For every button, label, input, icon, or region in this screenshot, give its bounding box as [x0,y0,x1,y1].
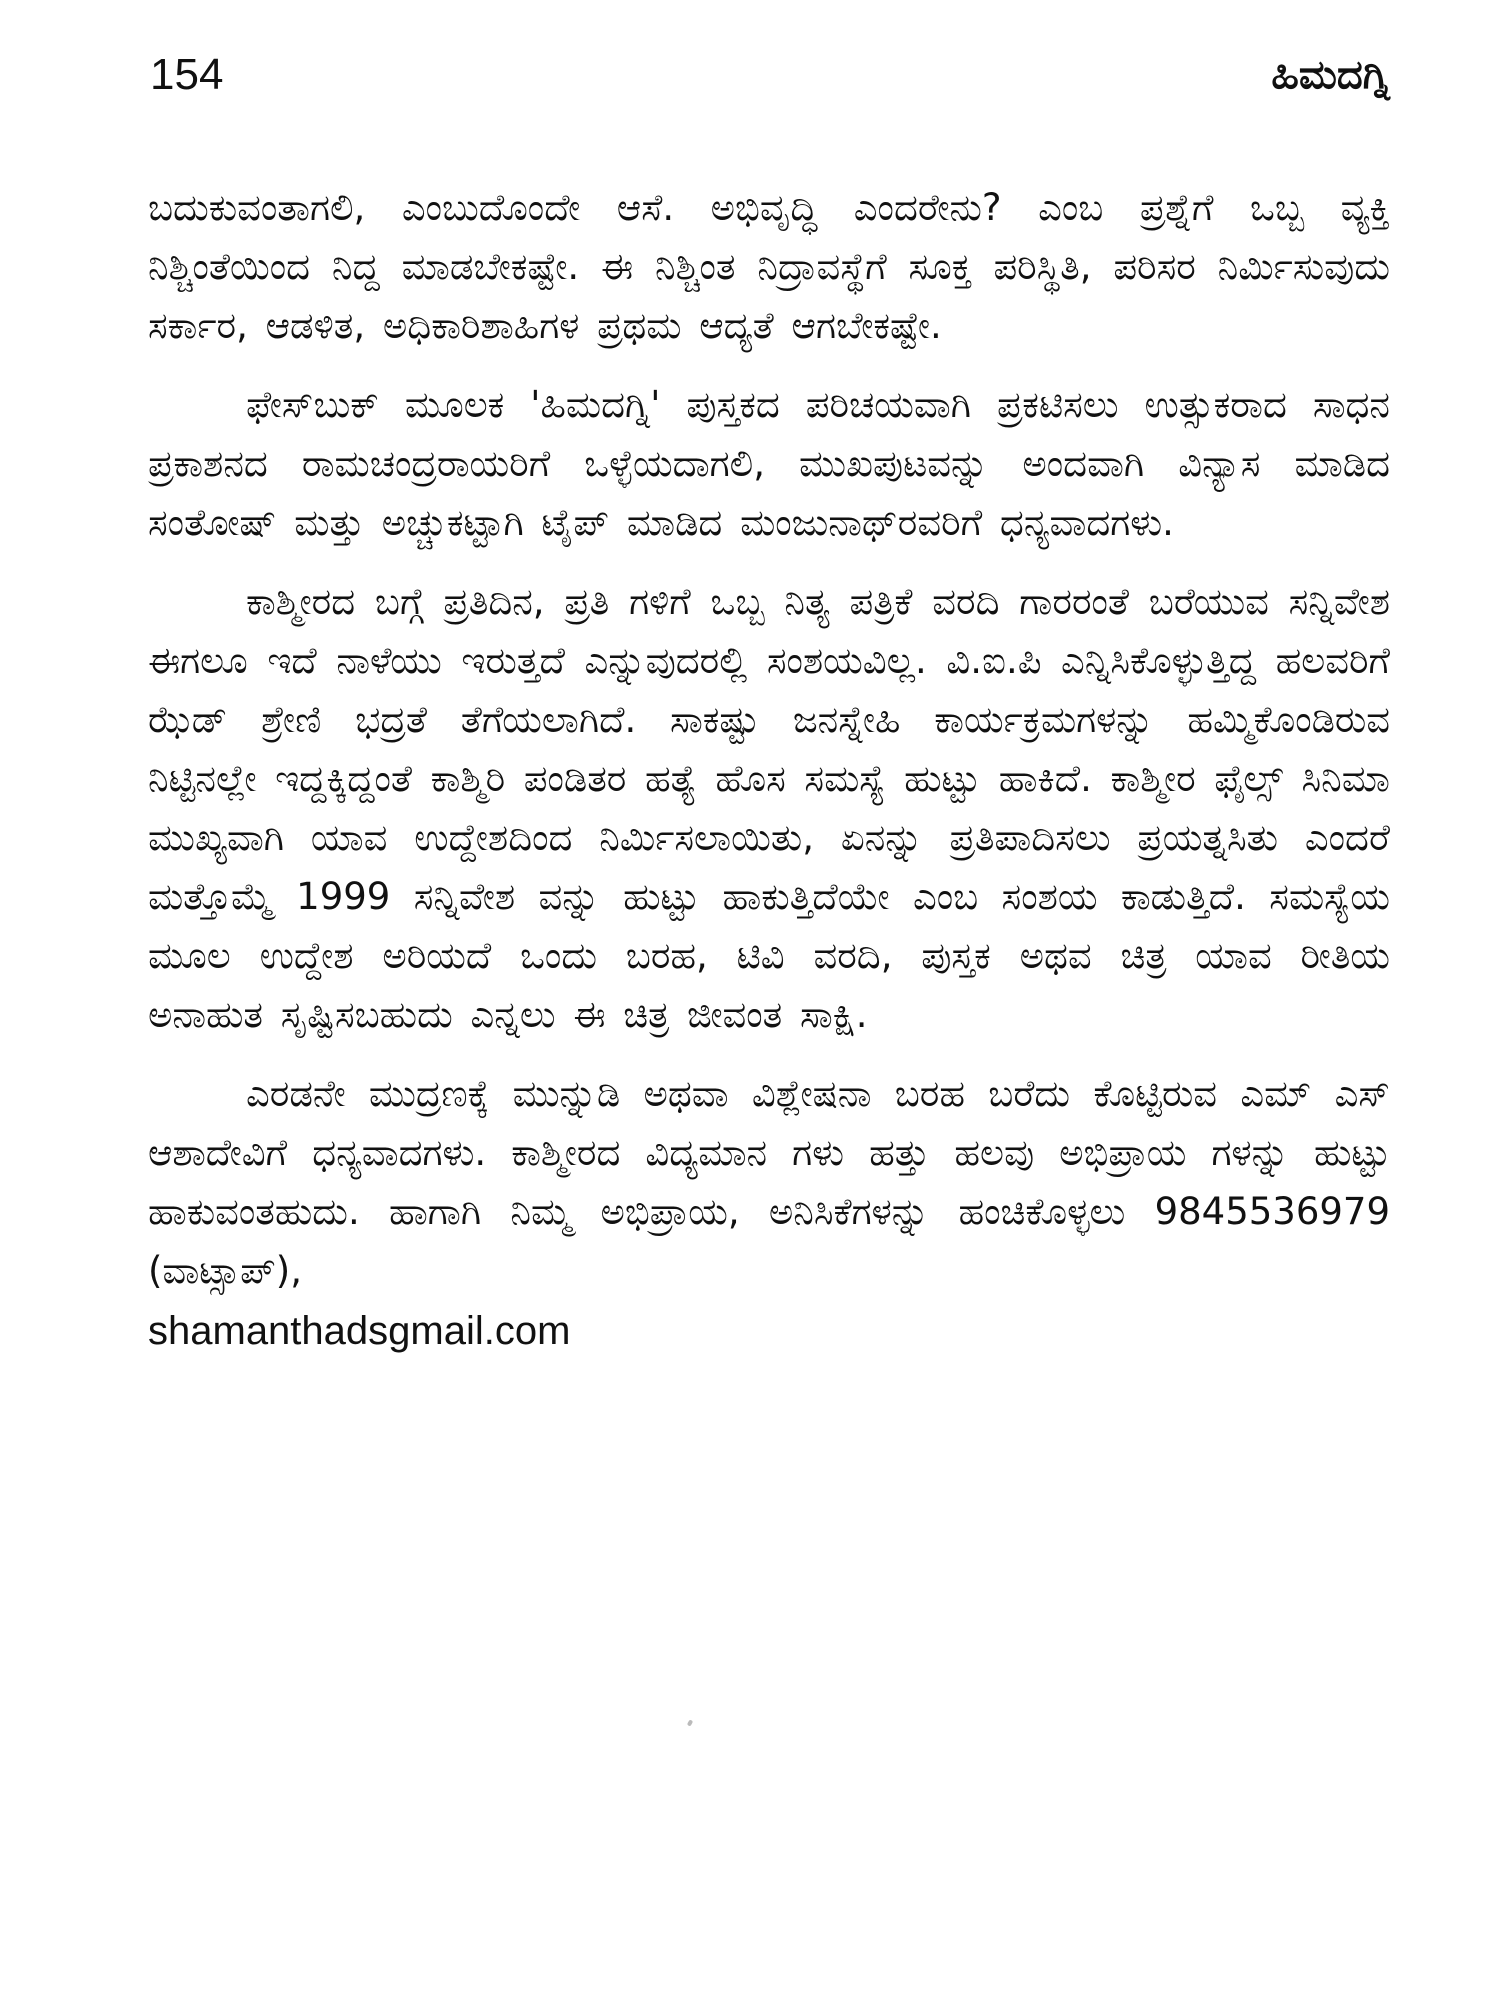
paragraph-1: ಬದುಕುವಂತಾಗಲಿ, ಎಂಬುದೊಂದೇ ಆಸೆ. ಅಭಿವೃದ್ಧಿ ಎಂದರೇನು? ಎಂಬ ಪ್ರಶ್ನೆಗೆ ಒಬ್ಬ ವ್ಯಕ್ತಿ ನಿಶ್ಚಿಂತೆಯಿಂದ ನಿದ್ದ ಮಾಡಬೇಕಷ್ಟೇ. ಈ ನಿಶ್ಚಿಂತ ನಿದ್ರಾವಸ್ಥೆಗೆ ಸೂಕ್ತ ಪರಿಸ್ಥಿತಿ, ಪರಿಸರ ನಿರ್ಮಿಸುವುದು ಸರ್ಕಾರ, ಆಡಳಿತ, ಅಧಿಕಾರಿಶಾಹಿಗಳ ಪ್ರಥಮ ಆದ್ಯತೆ ಆಗಬೇಕಷ್ಟೇ. [148,186,1390,347]
page-header [150,40,1390,110]
running-title: ಹಿಮದಗ್ನಿ [1271,52,1390,98]
paragraph-2: ಫೇಸ್‌ಬುಕ್ ಮೂಲಕ 'ಹಿಮದಗ್ನಿ' ಪುಸ್ತಕದ ಪರಿಚಯವಾಗಿ ಪ್ರಕಟಿಸಲು ಉತ್ಸುಕರಾದ ಸಾಧನ ಪ್ರಕಾಶನದ ರಾಮಚಂದ್ರರಾಯರಿಗೆ ಒಳ್ಳೆಯದಾಗಲಿ, ಮುಖಪುಟವನ್ನು ಅಂದವಾಗಿ ವಿನ್ಯಾಸ ಮಾಡಿದ ಸಂತೋಷ್ ಮತ್ತು ಅಚ್ಚುಕಟ್ಟಾಗಿ ಟೈಪ್ ಮಾಡಿದ ಮಂಜುನಾಥ್‌ರವರಿಗೆ ಧನ್ಯವಾದಗಳು. [148,383,1390,544]
contact-email: shamanthadsgmail.com [148,1309,571,1353]
body-text [148,178,1390,1362]
paragraph-4: ಎರಡನೇ ಮುದ್ರಣಕ್ಕೆ ಮುನ್ನುಡಿ ಅಥವಾ ವಿಶ್ಲೇಷನಾ ಬರಹ ಬರೆದು ಕೊಟ್ಟಿರುವ ಎಮ್ ಎಸ್ ಆಶಾದೇವಿಗೆ ಧನ್ಯವಾದಗಳು. ಕಾಶ್ಮೀರದ ವಿದ್ಯಮಾನ ಗಳು ಹತ್ತು ಹಲವು ಅಭಿಪ್ರಾಯ ಗಳನ್ನು ಹುಟ್ಟು ಹಾಕುವಂತಹುದು. ಹಾಗಾಗಿ ನಿಮ್ಮ ಅಭಿಪ್ರಾಯ, ಅನಿಸಿಕೆಗಳನ್ನು ಹಂಚಿಕೊಳ್ಳಲು 9845536979 (ವಾಟ್ಸಾಪ್), [148,1072,1390,1292]
scan-speck [687,1719,693,1726]
paragraph-3: ಕಾಶ್ಮೀರದ ಬಗ್ಗೆ ಪ್ರತಿದಿನ, ಪ್ರತಿ ಗಳಿಗೆ ಒಬ್ಬ ನಿತ್ಯ ಪತ್ರಿಕೆ ವರದಿ ಗಾರರಂತೆ ಬರೆಯುವ ಸನ್ನಿವೇಶ ಈಗಲೂ ಇದೆ ನಾಳೆಯು ಇರುತ್ತದೆ ಎನ್ನುವುದರಲ್ಲಿ ಸಂಶಯವಿಲ್ಲ. ವಿ.ಐ.ಪಿ ಎನ್ನಿಸಿಕೊಳ್ಳುತ್ತಿದ್ದ ಹಲವರಿಗೆ ಝೆಡ್ ಶ್ರೇಣಿ ಭದ್ರತೆ ತೆಗೆಯಲಾಗಿದೆ. ಸಾಕಷ್ಟು ಜನಸ್ನೇಹಿ ಕಾರ್ಯಕ್ರಮಗಳನ್ನು ಹಮ್ಮಿಕೊಂಡಿರುವ ನಿಟ್ಟಿನಲ್ಲೇ ಇದ್ದಕ್ಕಿದ್ದಂತೆ ಕಾಶ್ಮಿರಿ ಪಂಡಿತರ ಹತ್ಯೆ ಹೊಸ ಸಮಸ್ಯೆ ಹುಟ್ಟು ಹಾಕಿದೆ. ಕಾಶ್ಮೀರ ಫೈಲ್ಸ್ ಸಿನಿಮಾ ಮುಖ್ಯವಾಗಿ ಯಾವ ಉದ್ದೇಶದಿಂದ ನಿರ್ಮಿಸಲಾಯಿತು, ಏನನ್ನು ಪ್ರತಿಪಾದಿಸಲು ಪ್ರಯತ್ನಸಿತು ಎಂದರೆ ಮತ್ತೊಮ್ಮೆ 1999 ಸನ್ನಿವೇಶ ವನ್ನು ಹುಟ್ಟು ಹಾಕುತ್ತಿದೆಯೇ ಎಂಬ ಸಂಶಯ ಕಾಡುತ್ತಿದೆ. ಸಮಸ್ಯೆಯ ಮೂಲ ಉದ್ದೇಶ ಅರಿಯದೆ ಒಂದು ಬರಹ, ಟಿವಿ ವರದಿ, ಪುಸ್ತಕ ಅಥವ ಚಿತ್ರ ಯಾವ ರೀತಿಯ ಅನಾಹುತ ಸೃಷ್ಟಿಸಬಹುದು ಎನ್ನಲು ಈ ಚಿತ್ರ ಜೀವಂತ ಸಾಕ್ಷಿ. [148,580,1390,1036]
page-number: 154 [150,50,224,99]
